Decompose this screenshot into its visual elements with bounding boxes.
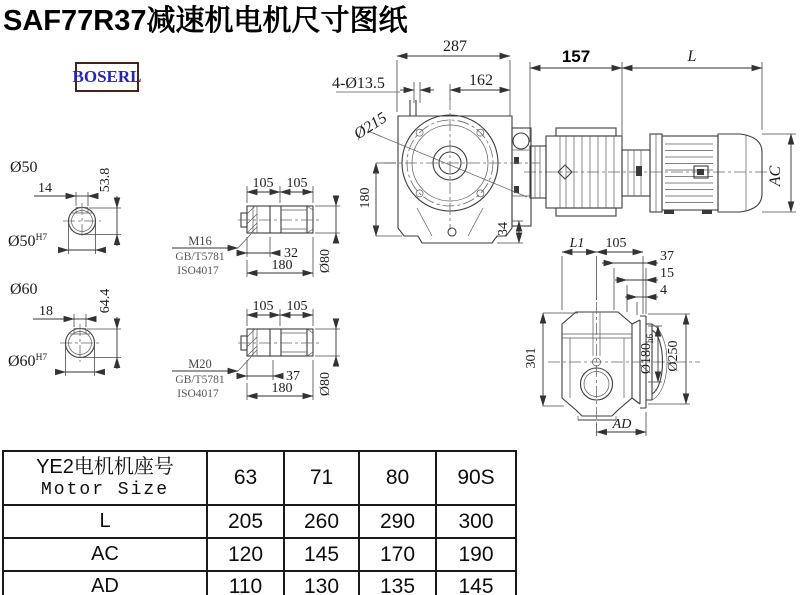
shaft16-iso: ISO4017 <box>177 265 219 277</box>
table-header-row <box>3 451 516 505</box>
side-view <box>524 128 772 216</box>
row-label-L: L <box>3 505 207 538</box>
hole60-title: Ø60 <box>10 281 38 298</box>
table-cell: 300 <box>436 505 516 538</box>
size-col-63: 63 <box>207 451 284 505</box>
table-row-L <box>3 505 516 538</box>
table-row-AD <box>3 571 516 595</box>
table-cell: 170 <box>359 538 436 571</box>
shaft-m16-view <box>172 176 340 277</box>
dim-front-height: 180 <box>358 187 373 209</box>
dim-output-height: 301 <box>524 347 539 369</box>
table-cell: 205 <box>207 505 284 538</box>
dim-front-inner: 162 <box>469 72 493 89</box>
header-cn: YE2电机机座号 <box>36 456 174 478</box>
table-cell: 190 <box>436 538 516 571</box>
dim-output-c: 4 <box>660 283 667 298</box>
table-row-AC <box>3 538 516 571</box>
dim-shaft20-length: 180 <box>271 381 293 396</box>
dim-shaft16-seg2: 105 <box>286 176 308 191</box>
dim-motor-length: L <box>687 48 697 65</box>
dim-shaft20-key: 37 <box>286 369 300 384</box>
dim-key60-depth: 64.4 <box>98 288 113 314</box>
motor-fins <box>665 144 713 203</box>
row-label-AC: AC <box>3 538 207 571</box>
shaft20-thread: M20 <box>188 357 212 371</box>
row-label-AD: AD <box>3 571 207 595</box>
dim-bolt-holes: 4-Ø13.5 <box>332 75 385 92</box>
dim-output-seg: 105 <box>605 236 627 251</box>
table-cell: 130 <box>284 571 359 595</box>
output-view-dimensions <box>524 236 690 436</box>
table-cell: 110 <box>207 571 284 595</box>
hole50-title: Ø50 <box>10 159 38 176</box>
side-view-dimensions <box>530 47 796 212</box>
size-col-71: 71 <box>284 451 359 505</box>
table-cell: 120 <box>207 538 284 571</box>
dim-shaft16-seg1: 105 <box>252 176 274 191</box>
dim-shaft20-dia: Ø80 <box>318 371 333 397</box>
motor-size-table <box>2 450 517 595</box>
table-cell: 135 <box>359 571 436 595</box>
size-col-90s: 90S <box>436 451 516 505</box>
dim-output-a: 37 <box>660 249 674 264</box>
shaft20-iso: ISO4017 <box>177 388 219 400</box>
boserl-logo-text: BOSERL <box>72 67 142 86</box>
dim-output-ad: AD <box>612 417 632 432</box>
table-cell: 145 <box>436 571 516 595</box>
dim-key50-depth: 53.8 <box>98 167 113 193</box>
dim-reducer-length: 157 <box>561 47 591 66</box>
dim-output-b: 15 <box>660 266 674 281</box>
table-cell: 145 <box>284 538 359 571</box>
shaft16-standard: GB/T5781 <box>175 251 225 263</box>
hole60-bore-label: $Ø60^{H7}$ <box>8 353 48 370</box>
dim-key60-width: 18 <box>39 304 53 319</box>
dim-output-l1: L1 <box>569 236 585 251</box>
dim-key50-width: 14 <box>38 181 52 196</box>
size-col-80: 80 <box>359 451 436 505</box>
table-cell: 260 <box>284 505 359 538</box>
dim-shaft20-seg1: 105 <box>252 299 274 314</box>
front-view-dimensions <box>332 38 523 243</box>
hole-60-view <box>8 281 121 376</box>
hole50-bore-label: $Ø50^{H7}$ <box>8 233 48 250</box>
dim-motor-height: AC <box>767 165 784 187</box>
shaft16-thread: M16 <box>188 234 212 248</box>
dim-shaft16-key: 32 <box>284 246 298 261</box>
table-header-cell <box>3 451 207 505</box>
dim-flange-dia: Ø215 <box>351 109 391 144</box>
dim-shaft20-seg2: 105 <box>286 299 308 314</box>
header-en: Motor Size <box>40 480 170 500</box>
shaft20-standard: GB/T5781 <box>175 374 225 386</box>
dim-shaft16-dia: Ø80 <box>318 248 333 274</box>
dim-shaft16-length: 180 <box>271 258 293 273</box>
hole-50-view <box>8 159 121 254</box>
shaft-m20-view <box>172 299 340 400</box>
dim-output-spigot: $Ø180_{h6}$ <box>639 333 655 375</box>
page-title: SAF77R37减速机电机尺寸图纸 <box>3 5 408 37</box>
dim-foot-height: 34 <box>496 222 511 236</box>
dim-front-width: 287 <box>443 38 467 55</box>
table-cell: 290 <box>359 505 436 538</box>
dim-output-flange: Ø250 <box>666 340 681 372</box>
